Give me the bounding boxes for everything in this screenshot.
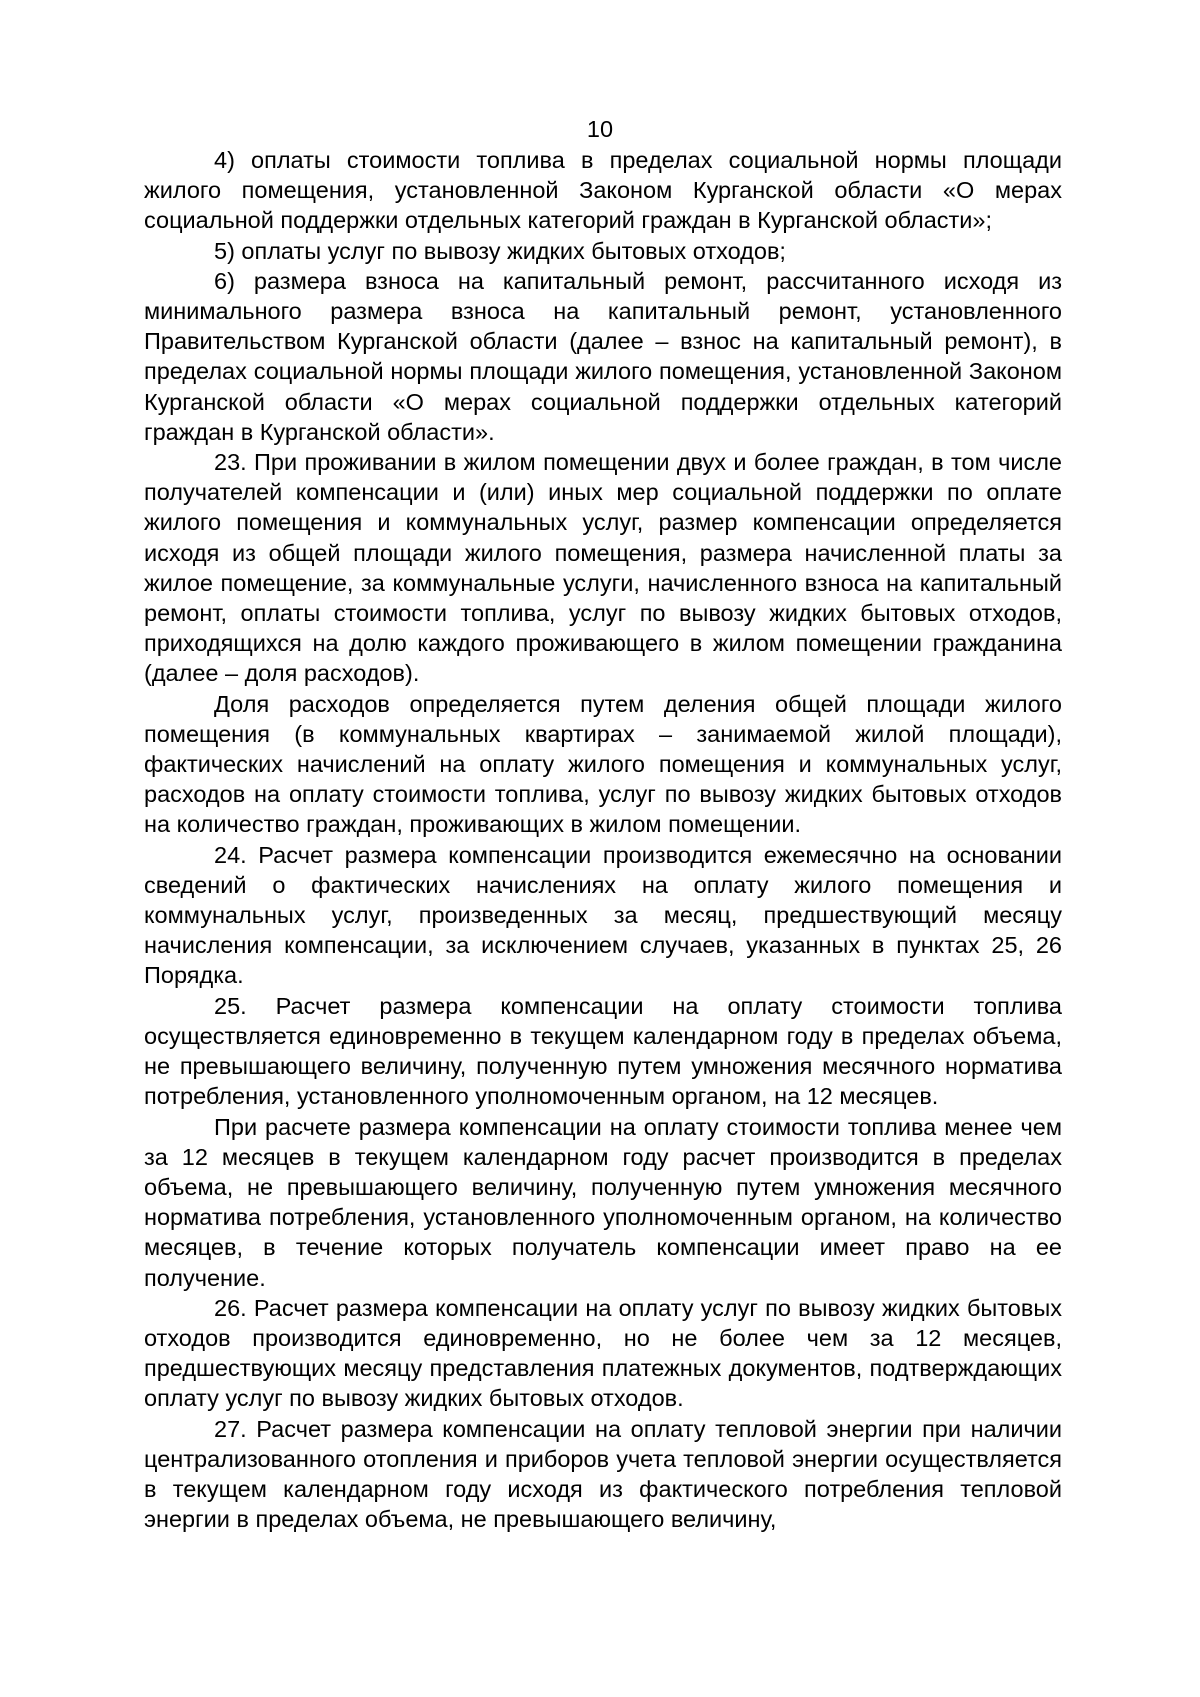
paragraph-clause-25: 25. Расчет размера компенсации на оплату стоимости топлива осуществляется единовременно в текущем календарном году в пределах объема, не превышающего величину, полученную путем умножения месячного норматива потребления, установленного уполномоченным органом, на 12 месяцев. xyxy=(144,992,1062,1110)
paragraph-expense-share: Доля расходов определяется путем деления общей площади жилого помещения (в коммунальных квартирах – занимаемой жилой площади), фактических начислений на оплату жилого помещения и коммунальных услуг, расходов на оплату стоимости топлива, услуг по вывозу жидких бытовых отходов на количество граждан, проживающих в жилом помещении. xyxy=(144,690,1062,838)
document-body xyxy=(144,145,1062,1534)
paragraph-item-6: 6) размера взноса на капитальный ремонт, рассчитанного исходя из минимального размера взноса на капитальный ремонт, установленного Правительством Курганской области (далее – взнос на капитальный ремонт), в пределах социальной нормы площади жилого помещения, установленной Законом Курганской области «О мерах социальной поддержки отдельных категорий граждан в Курганской области». xyxy=(144,267,1062,445)
page-number: 10 xyxy=(586,116,614,142)
paragraph-item-4: 4) оплаты стоимости топлива в пределах социальной нормы площади жилого помещения, установленной Законом Курганской области «О мерах социальной поддержки отдельных категорий граждан в Курганской области»; xyxy=(144,147,1062,234)
paragraph-fuel-less-than-12-months: При расчете размера компенсации на оплату стоимости топлива менее чем за 12 месяцев в текущем календарном году расчет производится в пределах объема, не превышающего величину, полученную путем умножения месячного норматива потребления, установленного уполномоченным органом, на количество месяцев, в течение которых получатель компенсации имеет право на ее получение. xyxy=(144,1113,1062,1291)
paragraph-clause-27: 27. Расчет размера компенсации на оплату тепловой энергии при наличии централизованного отопления и приборов учета тепловой энергии осуществляется в текущем календарном году исходя из фактического потребления тепловой энергии в пределах объема, не превышающего величину, xyxy=(144,1415,1062,1533)
paragraph-clause-24: 24. Расчет размера компенсации производится ежемесячно на основании сведений о фактических начислениях на оплату жилого помещения и коммунальных услуг, произведенных за месяц, предшествующий месяцу начисления компенсации, за исключением случаев, указанных в пунктах 25, 26 Порядка. xyxy=(144,841,1062,989)
paragraph-clause-26: 26. Расчет размера компенсации на оплату услуг по вывозу жидких бытовых отходов производится единовременно, но не более чем за 12 месяцев, предшествующих месяцу представления платежных документов, подтверждающих оплату услуг по вывозу жидких бытовых отходов. xyxy=(144,1294,1062,1412)
paragraph-clause-23: 23. При проживании в жилом помещении двух и более граждан, в том числе получателей компенсации и (или) иных мер социальной поддержки по оплате жилого помещения и коммунальных услуг, размер компенсации определяется исходя из общей площади жилого помещения, размера начисленной платы за жилое помещение, за коммунальные услуги, начисленного взноса на капитальный ремонт, оплаты стоимости топлива, услуг по вывозу жидких бытовых отходов, приходящихся на долю каждого проживающего в жилом помещении гражданина (далее – доля расходов). xyxy=(144,449,1062,687)
paragraph-item-5: 5) оплаты услуг по вывозу жидких бытовых отходов; xyxy=(214,237,786,264)
